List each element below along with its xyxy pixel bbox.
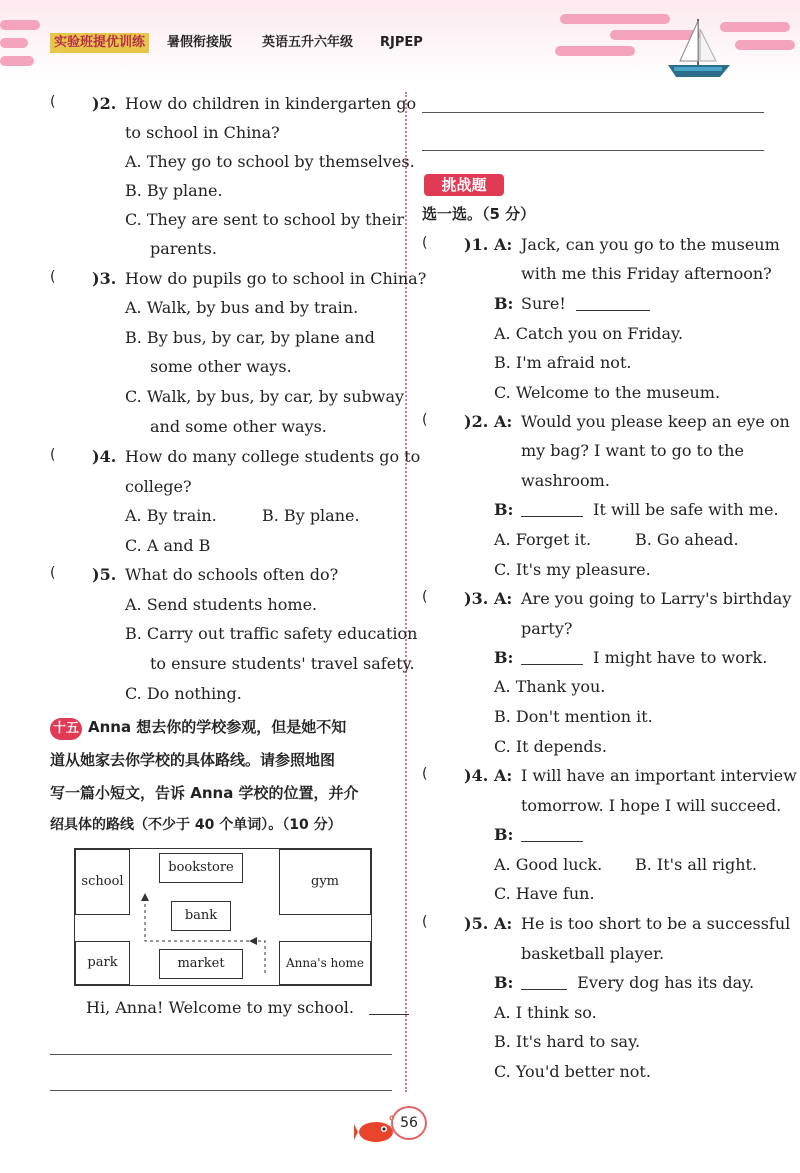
dialog-line: It will be safe with me. bbox=[521, 500, 779, 520]
speaker-b: B: bbox=[494, 294, 514, 313]
writing-prompt: 十五 Anna 想去你的学校参观，但是她不知 bbox=[50, 717, 346, 740]
speaker-a: A: bbox=[494, 914, 513, 933]
dialog-line: Would you please keep an eye on bbox=[521, 412, 790, 431]
option: C. Walk, by bus, by car, by subway bbox=[125, 387, 405, 406]
page-number: 56 bbox=[391, 1106, 427, 1140]
dialog-line: party? bbox=[521, 619, 573, 638]
dialog-line: Sure! bbox=[521, 294, 650, 314]
question-text: What do schools often do? bbox=[125, 565, 339, 584]
speaker-a: A: bbox=[494, 766, 513, 785]
option: A. Catch you on Friday. bbox=[494, 324, 684, 343]
writing-line[interactable] bbox=[50, 1090, 392, 1091]
edition-label: RJPEP bbox=[380, 35, 423, 50]
column-divider bbox=[405, 92, 407, 1092]
question-number: )3. bbox=[464, 589, 489, 608]
page-header bbox=[0, 0, 800, 80]
option: A. Forget it. bbox=[494, 530, 592, 549]
answer-paren[interactable]: ( bbox=[422, 914, 428, 930]
question-text: How do many college students go to bbox=[125, 447, 421, 466]
option: B. By plane. bbox=[262, 506, 360, 525]
option: B. It's hard to say. bbox=[494, 1032, 641, 1051]
option: A. I think so. bbox=[494, 1003, 597, 1022]
dialog-line: basketball player. bbox=[521, 944, 665, 963]
option: and some other ways. bbox=[150, 417, 327, 436]
question-number: )2. bbox=[92, 94, 117, 113]
option: A. Good luck. bbox=[494, 855, 603, 874]
option: A. Walk, by bus and by train. bbox=[125, 298, 359, 317]
dialog-line: I will have an important interview bbox=[521, 766, 797, 785]
dialog-line: tomorrow. I hope I will succeed. bbox=[521, 796, 782, 815]
option: some other ways. bbox=[150, 357, 292, 376]
answer-paren[interactable]: ( bbox=[422, 766, 428, 782]
speaker-a: A: bbox=[494, 412, 513, 431]
subject-title: 英语五升六年级 bbox=[262, 35, 354, 50]
question-number: )1. bbox=[464, 235, 489, 254]
challenge-instruction: 选一选。（5 分） bbox=[422, 205, 536, 223]
dialog-line: Are you going to Larry's birthday bbox=[521, 589, 792, 608]
question-number: )4. bbox=[464, 766, 489, 785]
option: C. A and B bbox=[125, 536, 211, 555]
writing-line[interactable] bbox=[50, 1054, 392, 1055]
writing-prompt-line: 道从她家去你学校的具体路线。请参照地图 bbox=[50, 751, 336, 769]
option: B. I'm afraid not. bbox=[494, 353, 632, 372]
option: B. It's all right. bbox=[635, 855, 758, 874]
dialog-line: washroom. bbox=[521, 471, 610, 490]
speaker-b: B: bbox=[494, 648, 514, 667]
option: A. By train. bbox=[125, 506, 217, 525]
question-number: )3. bbox=[92, 269, 117, 288]
dialog-line: Jack, can you go to the museum bbox=[521, 235, 780, 254]
dialog-line: Every dog has its day. bbox=[521, 973, 754, 993]
question-number: )4. bbox=[92, 447, 117, 466]
speaker-a: A: bbox=[494, 589, 513, 608]
dialog-line: I might have to work. bbox=[521, 648, 767, 668]
dialog-line: my bag? I want to go to the bbox=[521, 441, 744, 460]
sailboat-icon bbox=[664, 15, 734, 81]
option: C. It's my pleasure. bbox=[494, 560, 651, 579]
map-market: market bbox=[159, 949, 243, 979]
option: C. Have fun. bbox=[494, 884, 595, 903]
answer-paren[interactable]: ( bbox=[50, 447, 56, 463]
option: C. Welcome to the museum. bbox=[494, 383, 721, 402]
route-path bbox=[75, 849, 371, 985]
section-number-badge: 十五 bbox=[50, 718, 82, 740]
question-text: college? bbox=[125, 477, 192, 496]
answer-paren[interactable]: ( bbox=[50, 565, 56, 581]
writing-prompt-line: 绍具体的路线（不少于 40 个单词）。（10 分） bbox=[50, 817, 342, 833]
option: B. Carry out traffic safety education bbox=[125, 624, 418, 643]
speaker-b: B: bbox=[494, 825, 514, 844]
option: C. You'd better not. bbox=[494, 1062, 651, 1081]
answer-paren[interactable]: ( bbox=[50, 94, 83, 110]
option: A. They go to school by themselves. bbox=[125, 152, 415, 171]
route-map bbox=[74, 848, 372, 986]
option: B. By bus, by car, by plane and bbox=[125, 328, 375, 347]
answer-paren[interactable]: ( bbox=[422, 589, 428, 605]
question-text: How do children in kindergarten go bbox=[125, 94, 417, 113]
question-text: to school in China? bbox=[125, 123, 280, 142]
challenge-badge: 挑战题 bbox=[424, 174, 504, 196]
option: B. Go ahead. bbox=[635, 530, 739, 549]
answer-paren[interactable]: ( bbox=[50, 269, 56, 285]
option: B. By plane. bbox=[125, 181, 223, 200]
question-number: )5. bbox=[92, 565, 117, 584]
writing-start-sentence: Hi, Anna! Welcome to my school. bbox=[86, 998, 409, 1018]
writing-line[interactable] bbox=[422, 150, 764, 151]
series-title: 暑假衔接版 bbox=[167, 35, 233, 50]
answer-paren[interactable]: ( bbox=[422, 412, 428, 428]
question-text: How do pupils go to school in China? bbox=[125, 269, 427, 288]
speaker-a: A: bbox=[494, 235, 513, 254]
dialog-line: He is too short to be a successful bbox=[521, 914, 791, 933]
answer-paren[interactable]: ( bbox=[422, 235, 428, 251]
writing-prompt-line: 写一篇小短文，告诉 Anna 学校的位置，并介 bbox=[50, 784, 359, 802]
dialog-line bbox=[521, 825, 583, 845]
option: C. Do nothing. bbox=[125, 684, 242, 703]
dialog-line: with me this Friday afternoon? bbox=[521, 264, 772, 283]
map-bank: bank bbox=[171, 901, 231, 931]
option: to ensure students' travel safety. bbox=[150, 654, 415, 673]
speaker-b: B: bbox=[494, 500, 514, 519]
option: B. Don't mention it. bbox=[494, 707, 653, 726]
option: parents. bbox=[150, 239, 217, 258]
question-number: )5. bbox=[464, 914, 489, 933]
option: A. Send students home. bbox=[125, 595, 318, 614]
option: C. It depends. bbox=[494, 737, 607, 756]
brand-title: 实验班提优训练 bbox=[50, 33, 149, 53]
speaker-b: B: bbox=[494, 973, 514, 992]
map-annas-home: Anna's home bbox=[279, 941, 371, 985]
option: A. Thank you. bbox=[494, 677, 606, 696]
map-park: park bbox=[75, 941, 130, 985]
option: C. They are sent to school by their bbox=[125, 210, 405, 229]
map-school: school bbox=[75, 849, 130, 915]
writing-line[interactable] bbox=[422, 112, 764, 113]
map-gym: gym bbox=[279, 849, 371, 915]
question-number: )2. bbox=[464, 412, 489, 431]
map-bookstore: bookstore bbox=[159, 853, 243, 883]
